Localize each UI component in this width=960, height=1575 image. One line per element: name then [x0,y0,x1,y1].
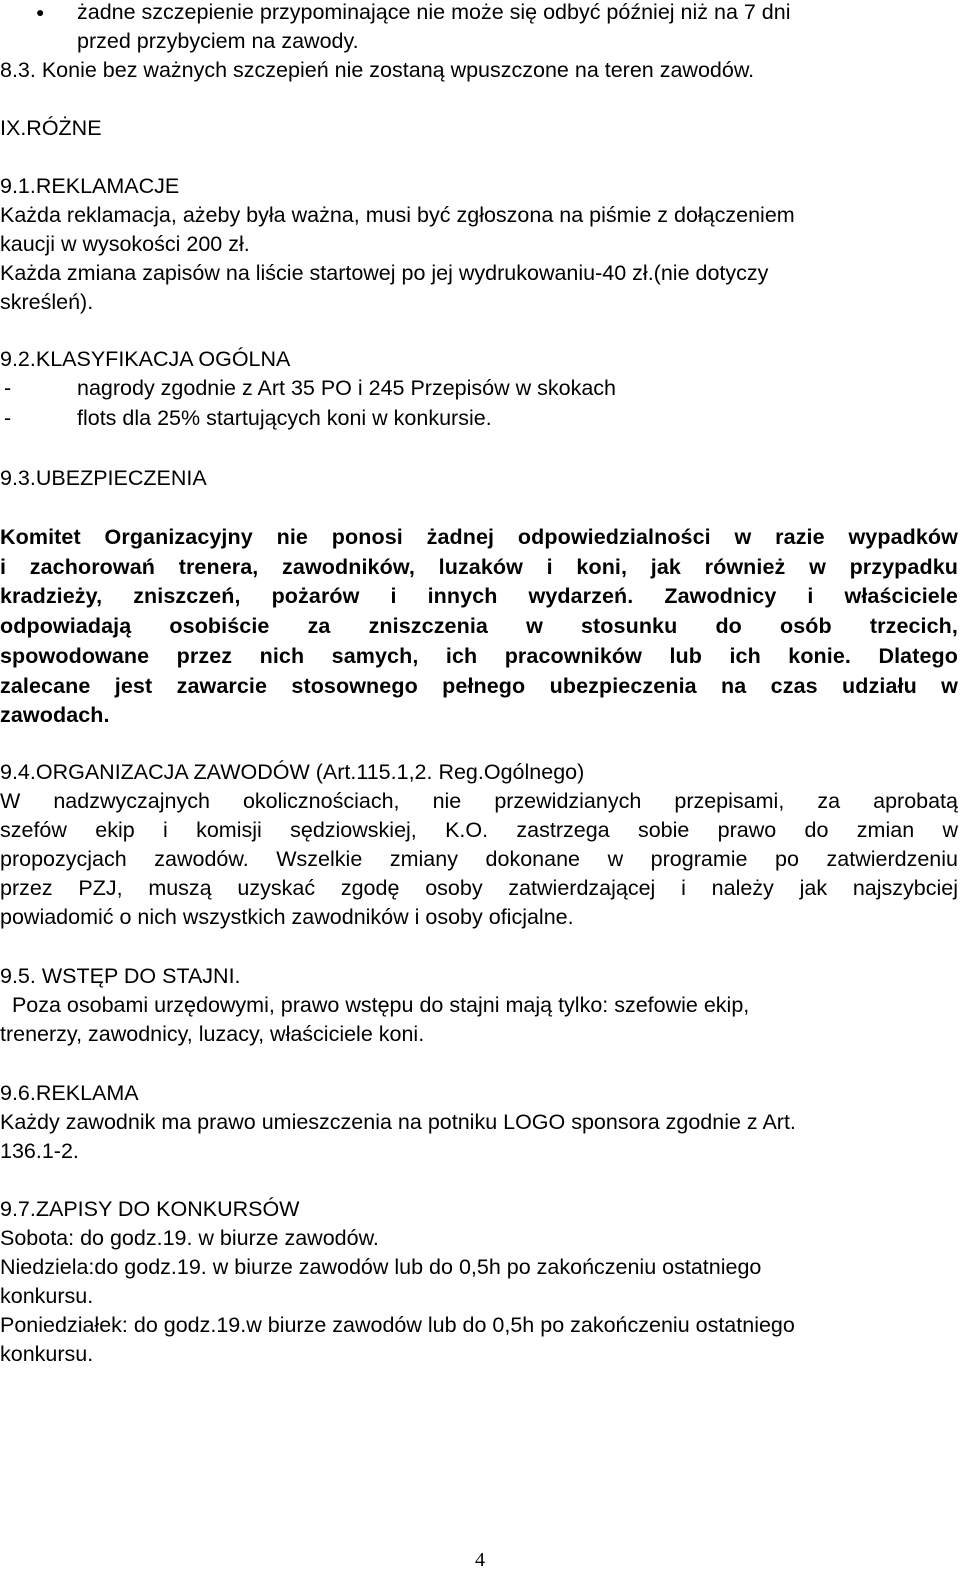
section-9-6 [0,1079,958,1166]
page-number: 4 [475,1549,485,1571]
paragraph-line: zawodach. [0,703,110,728]
paragraph-line: Poza osobami urzędowymi, prawo wstępu do stajni mają tylko: szefowie ekip, [0,993,750,1017]
paragraph-line: Sobota: do godz.19. w biurze zawodów. [0,1226,379,1250]
section-heading: 9.4.ORGANIZACJA ZAWODÓW (Art.115.1,2. Reg.Ogólnego) [0,760,585,784]
bullet-icon: ● [36,4,45,20]
section-9-4 [0,758,958,932]
dash-marker: - [4,376,12,400]
paragraph-line: powiadomić o nich wszystkich zawodników i osoby oficjalne. [0,905,574,929]
vaccination-bullet [0,0,958,56]
bullet-line: żadne szczepienie przypominające nie może się odbyć później niż na 7 dni [77,0,791,24]
section-9-1 [0,172,958,317]
list-item-text: flots dla 25% startujących koni w konkursie. [77,406,492,430]
section-heading-ix: IX.RÓŻNE [0,116,102,140]
list-item [0,374,958,404]
section-heading: 9.5. WSTĘP DO STAJNI. [0,964,241,988]
paragraph-line: skreśleń). [0,290,94,314]
paragraph-line: Każdy zawodnik ma prawo umieszczenia na potniku LOGO sponsora zgodnie z Art. [0,1110,796,1134]
section-heading: 9.1.REKLAMACJE [0,174,180,198]
paragraph-line: spowodowane przez nich samych, ich pracowników lub ich konie. Dlatego [0,643,958,668]
paragraph-line: konkursu. [0,1342,94,1366]
paragraph-line: Każda zmiana zapisów na liście startowej po jej wydrukowaniu-40 zł.(nie dotyczy [0,261,769,285]
paragraph-line: zalecane jest zawarcie stosownego pełnego ubezpieczenia na czas udziału w [0,673,958,698]
section-9-5 [0,962,958,1049]
section-heading: 9.2.KLASYFIKACJA OGÓLNA [0,347,291,371]
paragraph-line: Komitet Organizacyjny nie ponosi żadnej odpowiedzialności w razie wypadków [0,525,958,549]
bullet-line: przed przybyciem na zawody. [77,29,359,53]
section-heading: 9.6.REKLAMA [0,1081,139,1105]
paragraph-line: 136.1-2. [0,1139,79,1163]
paragraph-line: kradzieży, zniszczeń, pożarów i innych wydarzeń. Zawodnicy i właściciele [0,584,958,609]
section-heading: 9.7.ZAPISY DO KONKURSÓW [0,1197,300,1221]
section-9-2 [0,345,958,434]
section-heading-9-3: 9.3.UBEZPIECZENIA [0,466,207,490]
paragraph-line: i zachorowań trenera, zawodników, luzaków i koni, jak również w przypadku [0,554,958,579]
section-9-7 [0,1195,958,1369]
paragraph-line: szefów ekip i komisji sędziowskiej, K.O. zastrzega sobie prawo do zmian w [0,818,958,842]
dash-marker: - [4,406,12,430]
paragraph-line: kaucji w wysokości 200 zł. [0,232,250,256]
paragraph-line: propozycjach zawodów. Wszelkie zmiany dokonane w programie po zatwierdzeniu [0,847,958,871]
paragraph-line: Niedziela:do godz.19. w biurze zawodów lub do 0,5h po zakończeniu ostatniego [0,1255,762,1279]
paragraph-line: W nadzwyczajnych okolicznościach, nie przewidzianych przepisami, za aprobatą [0,789,958,813]
paragraph-line: przez PZJ, muszą uzyskać zgodę osoby zatwierdzającej i należy jak najszybciej [0,876,958,900]
insurance-paragraph [0,523,958,731]
section-8-3: 8.3. Konie bez ważnych szczepień nie zostaną wpuszczone na teren zawodów. [0,58,755,82]
paragraph-line: trenerzy, zawodnicy, luzacy, właściciele koni. [0,1022,425,1046]
paragraph-line: odpowiadają osobiście za zniszczenia w stosunku do osób trzecich, [0,614,958,639]
paragraph-line: Każda reklamacja, ażeby była ważna, musi być zgłoszona na piśmie z dołączeniem [0,203,795,227]
list-item-text: nagrody zgodnie z Art 35 PO i 245 Przepisów w skokach [77,376,616,400]
paragraph-line: konkursu. [0,1284,94,1308]
list-item [0,404,958,434]
paragraph-line: Poniedziałek: do godz.19.w biurze zawodów lub do 0,5h po zakończeniu ostatniego [0,1313,795,1337]
